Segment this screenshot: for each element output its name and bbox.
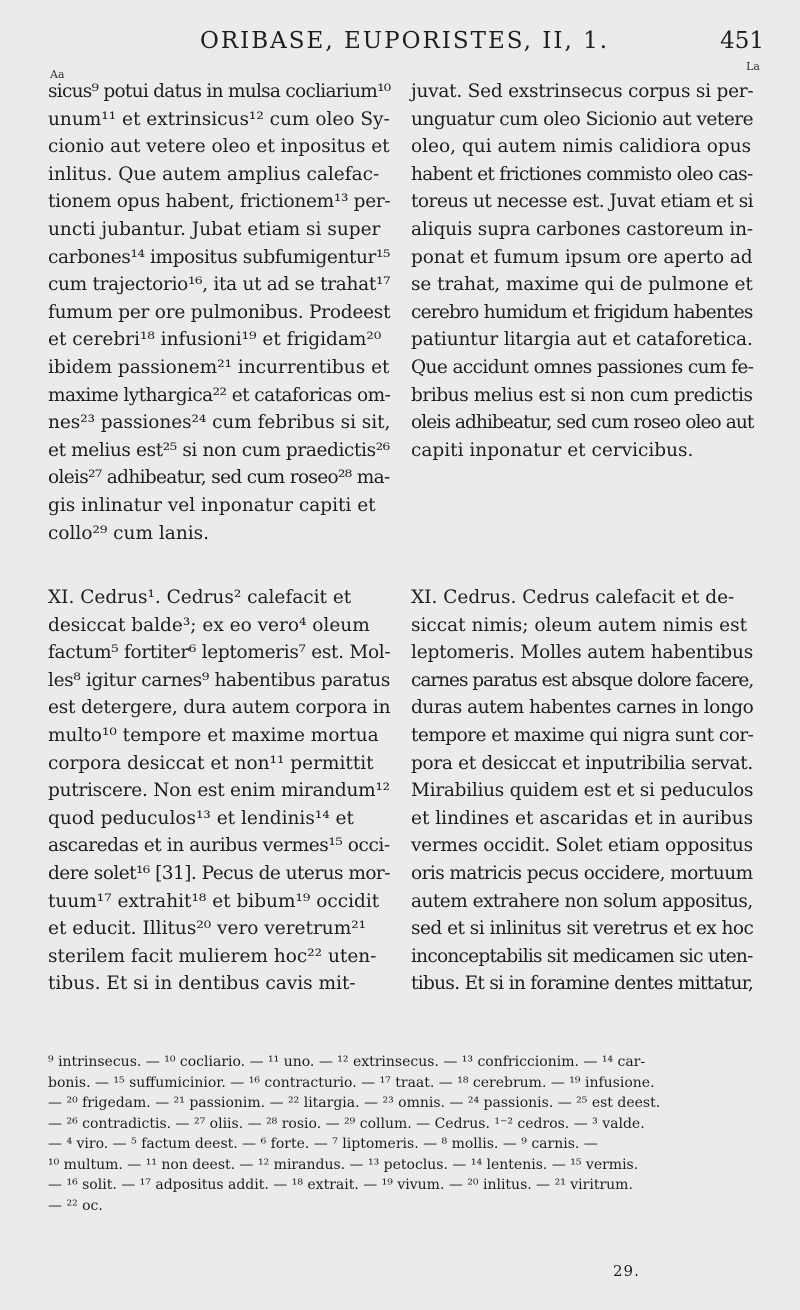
left-text-line: gis inlinatur vel inponatur capiti et bbox=[48, 494, 376, 516]
left-text-line: putriscere. Non est enim mirandum¹² bbox=[48, 780, 390, 802]
right-text-line: autem extrahere non solum appositus, bbox=[411, 890, 753, 912]
right-text-line: siccat nimis; oleum autem nimis est bbox=[411, 614, 748, 636]
right-text-line: leptomeris. Molles autem habentibus bbox=[411, 642, 754, 664]
right-text-line: oleis adhibeatur, sed cum roseo oleo aut bbox=[411, 412, 754, 434]
right-text-line: sed et si inlinitus sit veretrus et ex hoc bbox=[411, 918, 754, 940]
left-text-line: sterilem facit mulierem hoc²² uten- bbox=[48, 945, 377, 967]
right-text-line: oleo, qui autem nimis calidiora opus bbox=[411, 136, 752, 158]
page-number: 451 bbox=[720, 28, 764, 54]
left-text-line: XI. Cedrus¹. Cedrus² calefacit et bbox=[48, 587, 352, 608]
left-text-line: uncti jubantur. Jubat etiam si super bbox=[48, 218, 381, 240]
footnote-line: — ²² oc. bbox=[48, 1197, 103, 1214]
left-text-line: ibidem passionem²¹ incurrentibus et bbox=[48, 356, 390, 378]
left-text-line: fumum per ore pulmonibus. Prodeest bbox=[48, 301, 391, 323]
left-text-line: et cerebri¹⁸ infusioni¹⁹ et frigidam²⁰ bbox=[48, 329, 382, 351]
left-text-line: maxime lythargica²² et cataforicas om- bbox=[48, 384, 391, 406]
left-text-line: carbones¹⁴ impositus subfumigentur¹⁵ bbox=[48, 246, 391, 268]
right-text-line: unguatur cum oleo Sicionio aut vetere bbox=[411, 108, 754, 130]
right-text-line: vermes occidit. Solet etiam oppositus bbox=[411, 835, 753, 857]
left-column-chapter-xi bbox=[48, 584, 390, 998]
right-text-line: tempore et maxime qui nigra sunt cor- bbox=[411, 724, 754, 746]
left-text-line: cionio aut vetere oleo et inpositus et bbox=[48, 136, 390, 158]
left-text-line: les⁸ igitur carnes⁹ habentibus paratus bbox=[48, 669, 391, 691]
page-header bbox=[0, 26, 800, 62]
left-text-line: dere solet¹⁶ [31]. Pecus de uterus mor- bbox=[48, 862, 390, 884]
left-text-line: factum⁵ fortiter⁶ leptomeris⁷ est. Mol- bbox=[48, 642, 391, 664]
right-text-line: ponat et fumum ipsum ore aperto ad bbox=[411, 246, 753, 268]
footnotes bbox=[48, 1052, 754, 1216]
left-text-line: tionem opus habent, frictionem¹³ per- bbox=[48, 191, 391, 213]
footnote-line: bonis. — ¹⁵ suffumicinior. — ¹⁶ contracturio. — ¹⁷ traat. — ¹⁸ cerebrum. — ¹⁹ infusione. bbox=[48, 1074, 655, 1091]
right-text-line: et lindines et ascaridas et in auribus bbox=[411, 807, 754, 829]
left-text-line: quod peduculos¹³ et lendinis¹⁴ et bbox=[48, 807, 354, 829]
left-text-line: unum¹¹ et extrinsicus¹² cum oleo Sy- bbox=[48, 108, 390, 130]
right-text-line: habent et frictiones commisto oleo cas- bbox=[411, 163, 753, 185]
left-text-line: est detergere, dura autem corpora in bbox=[48, 697, 391, 719]
right-text-line: oris matricis pecus occidere, mortuum bbox=[411, 862, 753, 884]
right-text-line: Mirabilius quidem est et si peduculos bbox=[411, 780, 754, 802]
left-text-line: desiccat balde³; ex eo vero⁴ oleum bbox=[48, 614, 370, 636]
footnote-line: — ²⁰ frigedam. — ²¹ passionim. — ²² litargia. — ²³ omnis. — ²⁴ passionis. — ²⁵ est deest. bbox=[48, 1095, 661, 1111]
right-text-line: cerebro humidum et frigidum habentes bbox=[411, 301, 753, 323]
left-text-line: inlitus. Que autem amplius calefac- bbox=[48, 163, 380, 185]
right-text-line: Que accidunt omnes passiones cum fe- bbox=[411, 356, 754, 378]
right-column-chapter-xi bbox=[411, 584, 753, 998]
left-text-line: nes²³ passiones²⁴ cum febribus si sit, bbox=[48, 412, 391, 434]
footnote-line: ⁹ intrinsecus. — ¹⁰ cocliario. — ¹¹ uno. — ¹² extrinsecus. — ¹³ confriccionim. — ¹⁴ car- bbox=[48, 1054, 646, 1070]
footnote-line: — ²⁶ contradictis. — ²⁷ oliis. — ²⁸ rosio. — ²⁹ collum. — Cedrus. ¹⁻² cedros. — ³ valde. bbox=[48, 1115, 645, 1132]
left-text-line: et melius est²⁵ si non cum praedictis²⁶ bbox=[48, 439, 390, 461]
left-text-line: corpora desiccat et non¹¹ permittit bbox=[48, 752, 374, 774]
left-text-line: tibus. Et si in dentibus cavis mit- bbox=[48, 973, 356, 995]
running-title: ORIBASE, EUPORISTES, II, 1. bbox=[200, 28, 610, 54]
siglum-left: Aa bbox=[50, 68, 65, 81]
left-column-paragraph-1 bbox=[48, 78, 390, 547]
right-text-line: XI. Cedrus. Cedrus calefacit et de- bbox=[411, 587, 735, 608]
left-text-line: sicus⁹ potui datus in mulsa cocliarium¹⁰ bbox=[48, 81, 391, 102]
right-column-paragraph-1 bbox=[411, 78, 753, 464]
left-text-line: multo¹⁰ tempore et maxime mortua bbox=[48, 724, 379, 746]
left-text-line: tuum¹⁷ extrahit¹⁸ et bibum¹⁹ occidit bbox=[48, 890, 380, 912]
right-text-line: pora et desiccat et inputribilia servat. bbox=[411, 752, 753, 774]
right-text-line: toreus ut necesse est. Juvat etiam et si bbox=[411, 191, 754, 213]
left-text-line: ascaredas et in auribus vermes¹⁵ occi- bbox=[48, 835, 390, 857]
right-text-line: inconceptabilis sit medicamen sic uten- bbox=[411, 945, 753, 967]
signature-mark: 29. bbox=[613, 1262, 640, 1280]
right-text-line: aliquis supra carbones castoreum in- bbox=[411, 218, 754, 240]
right-text-line: juvat. Sed exstrinsecus corpus si per- bbox=[411, 81, 754, 102]
footnote-line: ¹⁰ multum. — ¹¹ non deest. — ¹² mirandus. — ¹³ petoclus. — ¹⁴ lentenis. — ¹⁵ vermis. bbox=[48, 1156, 639, 1173]
right-text-line: tibus. Et si in foramine dentes mittatur, bbox=[411, 973, 754, 995]
right-text-line: patiuntur litargia aut et cataforetica. bbox=[411, 329, 753, 351]
left-text-line: oleis²⁷ adhibeatur, sed cum roseo²⁸ ma- bbox=[48, 467, 390, 489]
right-text-line: se trahat, maxime qui de pulmone et bbox=[411, 274, 753, 296]
siglum-right: La bbox=[746, 60, 760, 73]
right-text-line: capiti inponatur et cervicibus. bbox=[411, 439, 694, 461]
footnote-line: — ¹⁶ solit. — ¹⁷ adpositus addit. — ¹⁸ extrait. — ¹⁹ vivum. — ²⁰ inlitus. — ²¹ viritrum. bbox=[48, 1177, 633, 1193]
left-text-line: collo²⁹ cum lanis. bbox=[48, 522, 210, 544]
footnote-line: — ⁴ viro. — ⁵ factum deest. — ⁶ forte. — ⁷ liptomeris. — ⁸ mollis. — ⁹ carnis. — bbox=[48, 1136, 598, 1152]
left-text-line: et educit. Illitus²⁰ vero veretrum²¹ bbox=[48, 918, 367, 940]
left-text-line: cum trajectorio¹⁶, ita ut ad se trahat¹⁷ bbox=[48, 274, 391, 296]
right-text-line: carnes paratus est absque dolore facere, bbox=[411, 669, 754, 691]
right-text-line: bribus melius est si non cum predictis bbox=[411, 384, 753, 406]
right-text-line: duras autem habentes carnes in longo bbox=[411, 697, 754, 719]
